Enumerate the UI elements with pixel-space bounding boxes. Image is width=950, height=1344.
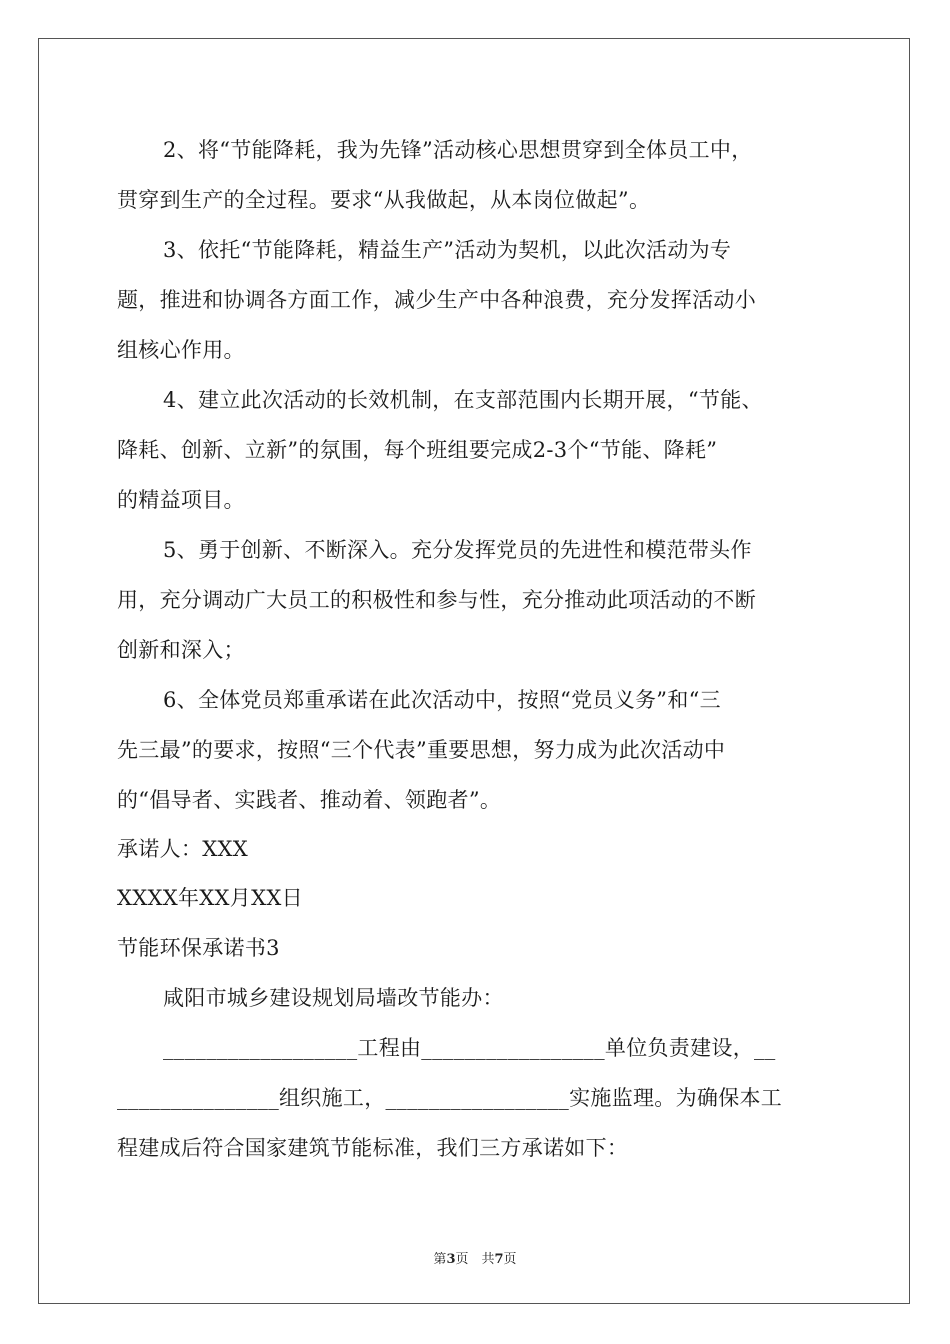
footer-prefix: 第 [433, 1252, 447, 1267]
paragraph-3-line-1: 3、依托“节能降耗，精益生产”活动为契机，以此次活动为专 [163, 238, 732, 262]
page-border [38, 38, 910, 1304]
addressee: 咸阳市城乡建设规划局墙改节能办： [163, 986, 504, 1010]
signature-date: XXXX年XX月XX日 [117, 886, 303, 910]
section-title: 节能环保承诺书3 [117, 936, 280, 960]
paragraph-2-line-2: 贯穿到生产的全过程。要求“从我做起，从本岗位做起”。 [117, 188, 651, 212]
paragraph-4-line-2: 降耗、创新、立新”的氛围，每个班组要完成2-3个“节能、降耗” [117, 438, 718, 462]
body-line-2: _______________组织施工，_________________实施监理。为确保本工 [117, 1086, 783, 1110]
body-line-3: 程建成后符合国家建筑节能标准，我们三方承诺如下： [117, 1136, 629, 1160]
paragraph-6-line-1: 6、全体党员郑重承诺在此次活动中，按照“党员义务”和“三 [163, 688, 721, 712]
paragraph-4-line-1: 4、建立此次活动的长效机制，在支部范围内长期开展，“节能、 [163, 388, 763, 412]
paragraph-5-line-2: 用，充分调动广大员工的积极性和参与性，充分推动此项活动的不断 [117, 588, 756, 612]
paragraph-6-line-2: 先三最”的要求，按照“三个代表”重要思想，努力成为此次活动中 [117, 738, 726, 762]
paragraph-4-line-3: 的精益项目。 [117, 488, 245, 512]
footer-middle: 页 共 [455, 1252, 495, 1267]
footer-total-pages: 7 [494, 1252, 504, 1267]
promiser-signature: 承诺人：XXX [117, 837, 248, 861]
footer-suffix: 页 [503, 1252, 517, 1267]
paragraph-3-line-2: 题，推进和协调各方面工作，减少生产中各种浪费，充分发挥活动小 [117, 288, 756, 312]
paragraph-3-line-3: 组核心作用。 [117, 338, 245, 362]
paragraph-5-line-1: 5、勇于创新、不断深入。充分发挥党员的先进性和模范带头作 [163, 538, 752, 562]
paragraph-5-line-3: 创新和深入； [117, 638, 245, 662]
footer-page-number: 3 [446, 1252, 456, 1267]
paragraph-2-line-1: 2、将“节能降耗，我为先锋”活动核心思想贯穿到全体员工中， [163, 138, 753, 162]
body-line-1: __________________工程由_________________单位负责建设，__ [163, 1036, 776, 1060]
paragraph-6-line-3: 的“倡导者、实践者、推动着、领跑者”。 [117, 788, 502, 812]
page-footer [0, 1248, 950, 1267]
